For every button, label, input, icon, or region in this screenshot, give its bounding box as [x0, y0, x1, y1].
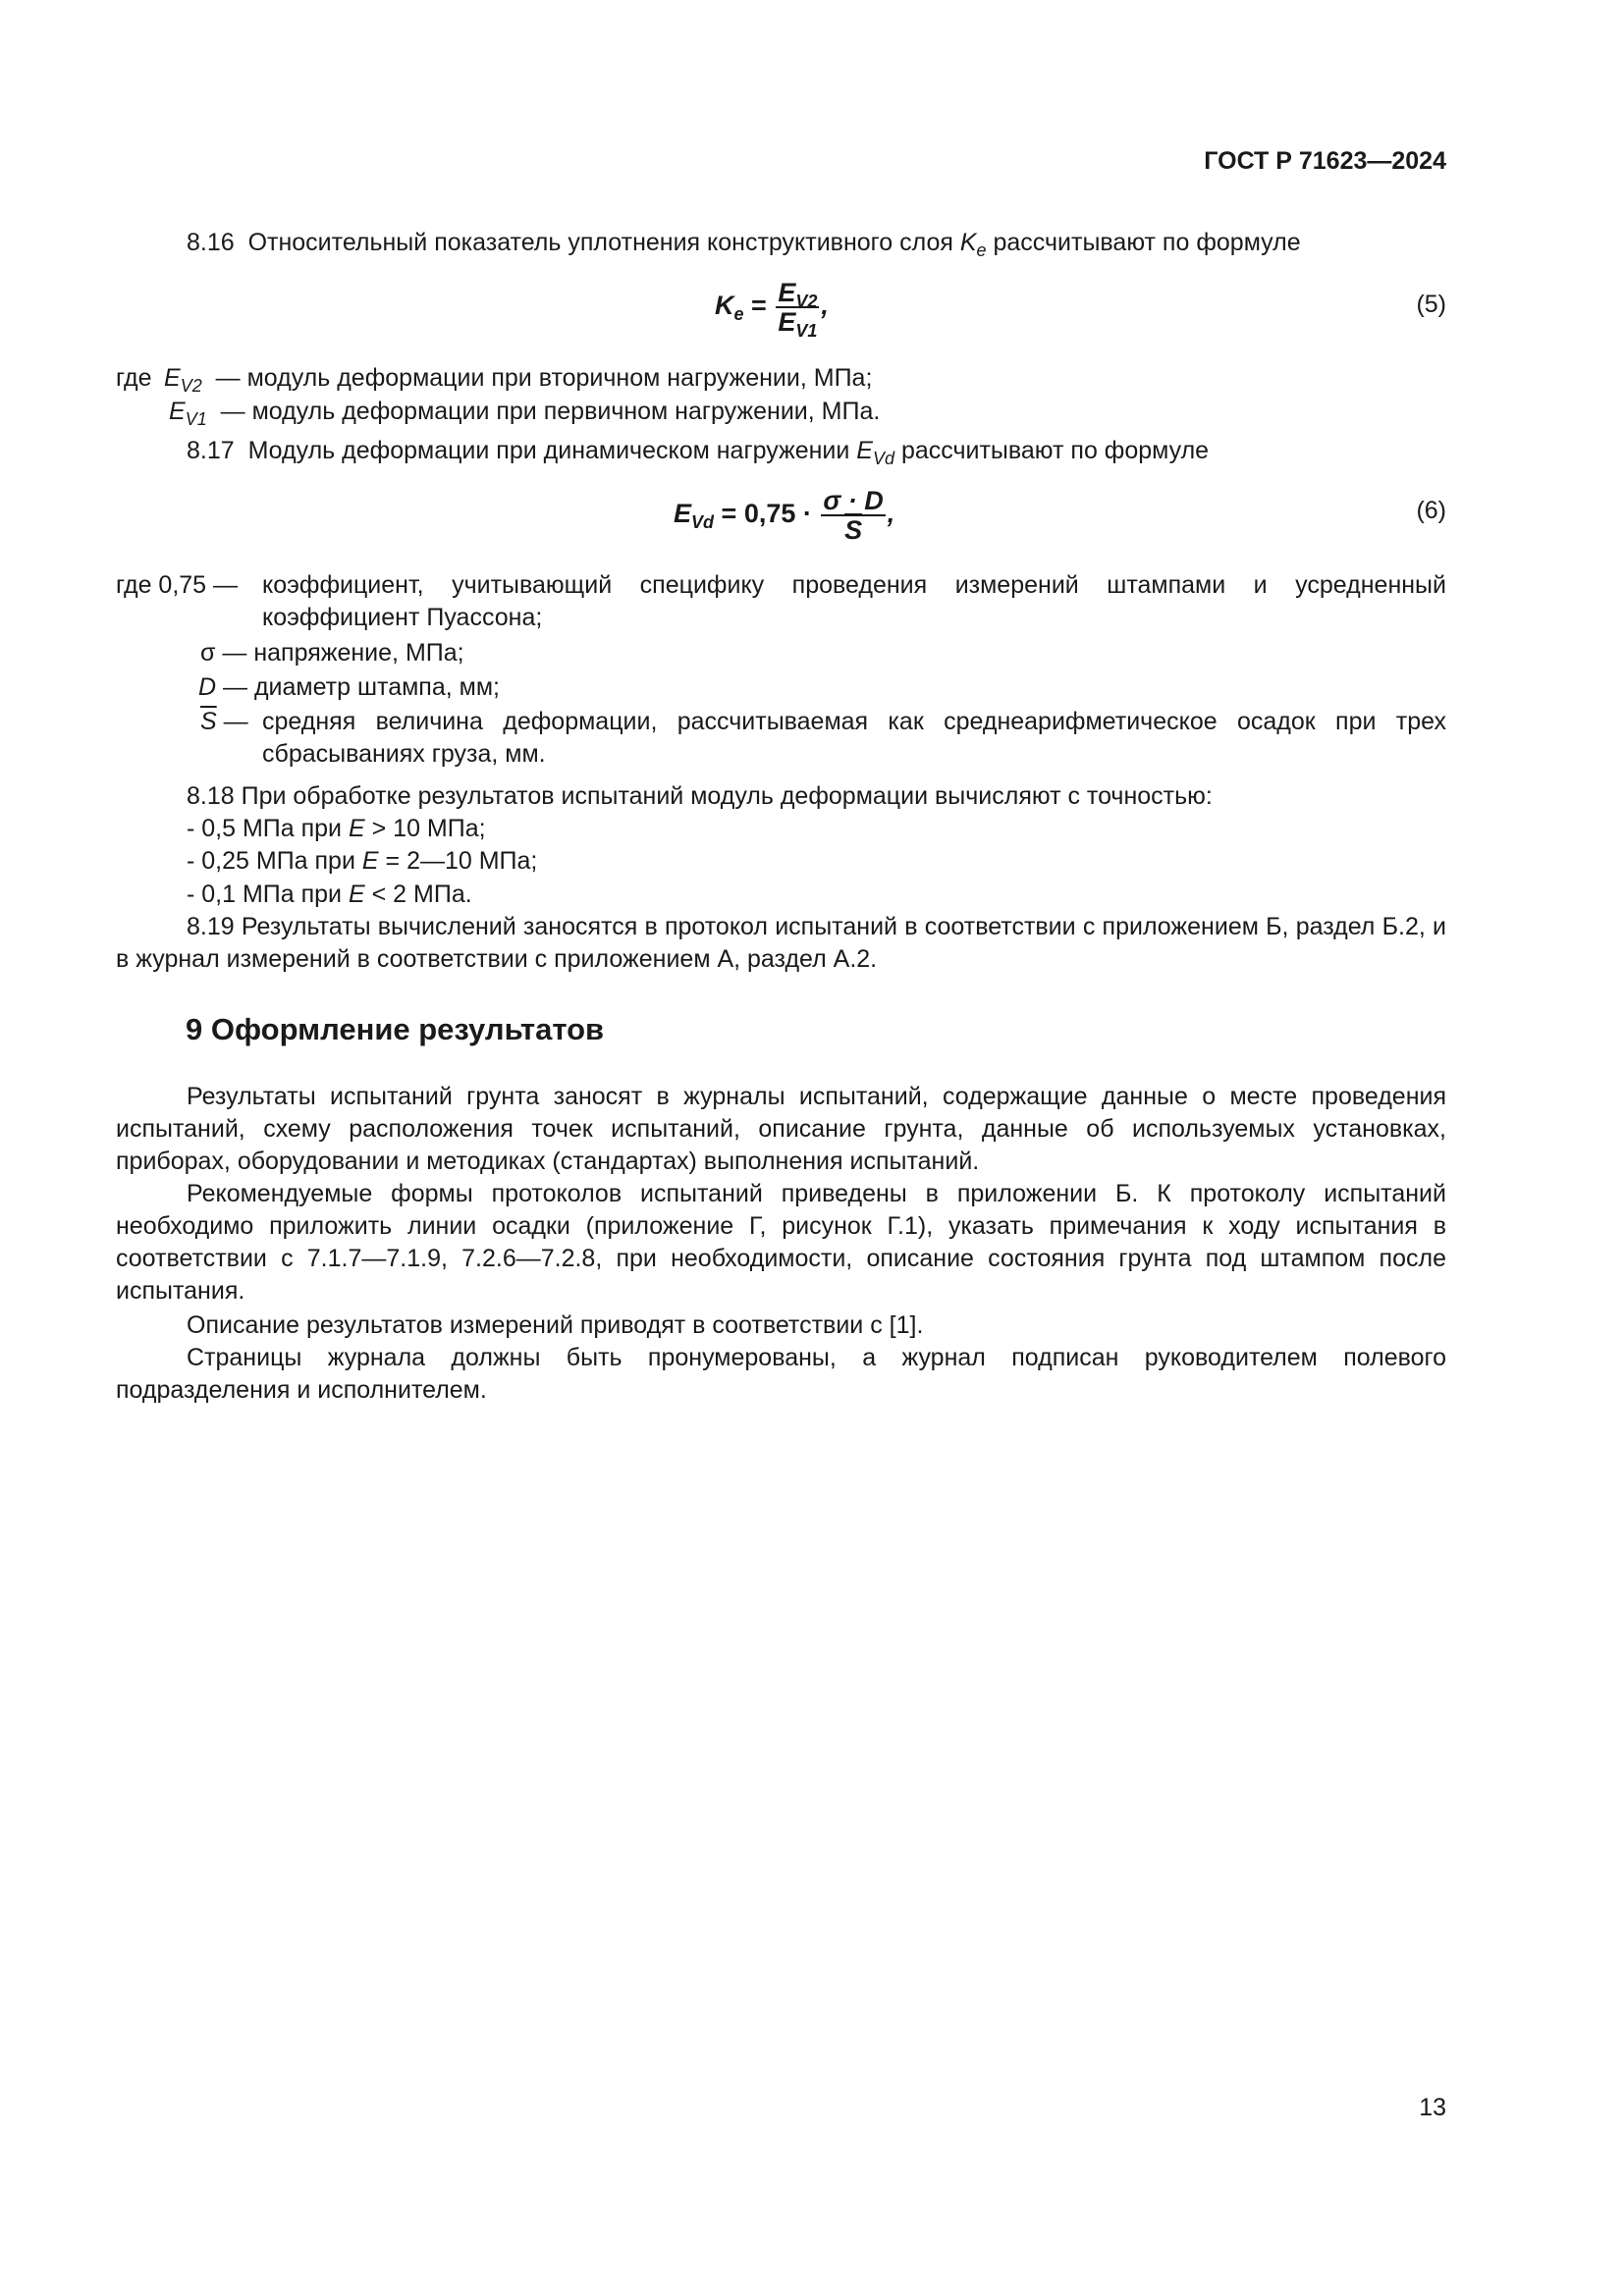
- def-symbol: $\overline{S}$: [200, 708, 217, 735]
- fraction-numerator: σ · D: [823, 486, 884, 515]
- formula-6: [674, 487, 894, 544]
- list-item-suffix: > 10 МПа;: [371, 815, 486, 842]
- formula-comma: ,: [887, 499, 895, 529]
- list-item-suffix: < 2 МПа.: [371, 881, 472, 908]
- clause-text-end: рассчитывают по формуле: [900, 437, 1210, 464]
- fraction-denominator: E: [778, 307, 796, 337]
- symbol-subscript: e: [976, 240, 987, 260]
- def-dash: —: [215, 364, 241, 392]
- section-paragraph: Рекомендуемые формы протоколов испытаний приведены в приложении Б. К протоколу испытаний необходимо приложить линии осадки (приложение Г, рисунок Г.1), указать примечания к ходу испытания в соответствии с 7.1.7—7.1.9, 7.2.6—7.2.8, при необходимости, описание состояния грунта под штампом после испытания.: [116, 1180, 1446, 1305]
- paragraph-8-19: 8.19 Результаты вычислений заносятся в протокол испытаний в соответствии с приложением Б, раздел Б.2, и в журнал измерений в соответствии с приложением А, раздел А.2.: [116, 913, 1446, 973]
- def-dash: —: [222, 639, 247, 667]
- list-item-prefix: - 0,1 МПа при: [187, 881, 343, 908]
- list-item-symbol: E: [348, 881, 365, 908]
- equation-number-6: (6): [1416, 497, 1446, 524]
- list-item-symbol: E: [348, 815, 365, 842]
- def-dash: —: [220, 398, 245, 425]
- paragraph-8-18: 8.18 При обработке результатов испытаний модуль деформации вычисляют с точностью:: [187, 782, 1213, 810]
- formula-lhs-sub: e: [733, 304, 744, 325]
- symbol: K: [959, 229, 977, 256]
- list-item: [187, 812, 486, 845]
- where-label: где: [116, 364, 152, 392]
- fraction-denominator: S: [844, 515, 863, 545]
- definition-sigma: [200, 637, 464, 669]
- clause-text: Модуль деформации при динамическом нагружении: [247, 437, 850, 464]
- section-paragraph: Результаты испытаний грунта заносят в журналы испытаний, содержащие данные о месте проведения испытаний, схему расположения точек испытаний, описание грунта, данные об используемых установках, приборах, оборудовании и методиках (стандартах) выполнения испытаний.: [116, 1083, 1446, 1175]
- denominator-sub: V1: [795, 321, 818, 341]
- definition-d: [198, 671, 500, 704]
- definition-s-symbol: [200, 706, 248, 738]
- clause-text-end: рассчитывают по формуле: [993, 229, 1301, 256]
- document-code-header: ГОСТ Р 71623—2024: [1204, 147, 1446, 175]
- list-item-suffix: = 2—10 МПа;: [385, 847, 538, 875]
- clause-number: 8.16: [187, 229, 235, 256]
- paragraph-8-17: [187, 434, 1209, 467]
- section-paragraph: Страницы журнала должны быть пронумерованы, а журнал подписан руководителем полевого подразделения и исполнителем.: [116, 1344, 1446, 1404]
- list-item-prefix: - 0,25 МПа при: [187, 847, 355, 875]
- def-symbol-sub: V2: [180, 376, 202, 396]
- def-dash: —: [223, 708, 248, 735]
- fraction-numerator: E: [778, 278, 796, 307]
- def-symbol: D: [198, 673, 217, 701]
- def-symbol-sub: V1: [185, 409, 207, 429]
- list-item: [187, 844, 537, 878]
- section-heading: 9 Оформление результатов: [186, 1012, 605, 1046]
- page-number: 13: [1419, 2094, 1446, 2121]
- def-text: модуль деформации при вторичном нагружении, МПа;: [246, 364, 873, 392]
- def-text: модуль деформации при первичном нагружении, МПа.: [251, 398, 881, 425]
- symbol-subscript: Vd: [872, 449, 895, 468]
- formula-equals: =: [751, 291, 767, 321]
- formula-fraction: [821, 487, 885, 544]
- paragraph-8-16: [187, 226, 1301, 259]
- definition-s-text: средняя величина деформации, рассчитываемая как среднеарифметическое осадок при трех сбрасываниях груза, мм.: [262, 708, 1446, 768]
- definition-ev2: [164, 362, 872, 395]
- formula-lhs: E: [674, 499, 692, 529]
- formula-lhs: K: [715, 291, 734, 321]
- def-dash: —: [223, 673, 248, 701]
- list-item-symbol: E: [361, 847, 379, 875]
- formula-comma: ,: [821, 291, 829, 321]
- coefficient-definition: коэффициент, учитывающий специфику проведения измерений штампами и усредненный коэффициент Пуассона;: [262, 571, 1446, 631]
- formula-rhs: = 0,75 ·: [721, 499, 812, 529]
- clause-text: Относительный показатель уплотнения конструктивного слоя: [247, 229, 953, 256]
- list-item: [187, 878, 472, 911]
- where-coefficient-label: где 0,75 —: [116, 571, 239, 599]
- formula-lhs-sub: Vd: [691, 512, 715, 533]
- symbol: E: [856, 437, 873, 464]
- formula-fraction: [776, 278, 819, 341]
- clause-number: 8.17: [187, 437, 235, 464]
- def-text: диаметр штампа, мм;: [253, 673, 500, 701]
- section-paragraph: Описание результатов измерений приводят в соответствии с [1].: [187, 1311, 924, 1339]
- def-symbol: E: [169, 398, 186, 425]
- def-symbol: σ: [200, 639, 216, 667]
- def-text: напряжение, МПа;: [253, 639, 464, 667]
- definition-ev1: [169, 396, 880, 428]
- equation-number-5: (5): [1416, 291, 1446, 318]
- numerator-sub: V2: [795, 292, 818, 311]
- list-item-prefix: - 0,5 МПа при: [187, 815, 343, 842]
- formula-5: [715, 278, 829, 341]
- def-symbol: E: [164, 364, 181, 392]
